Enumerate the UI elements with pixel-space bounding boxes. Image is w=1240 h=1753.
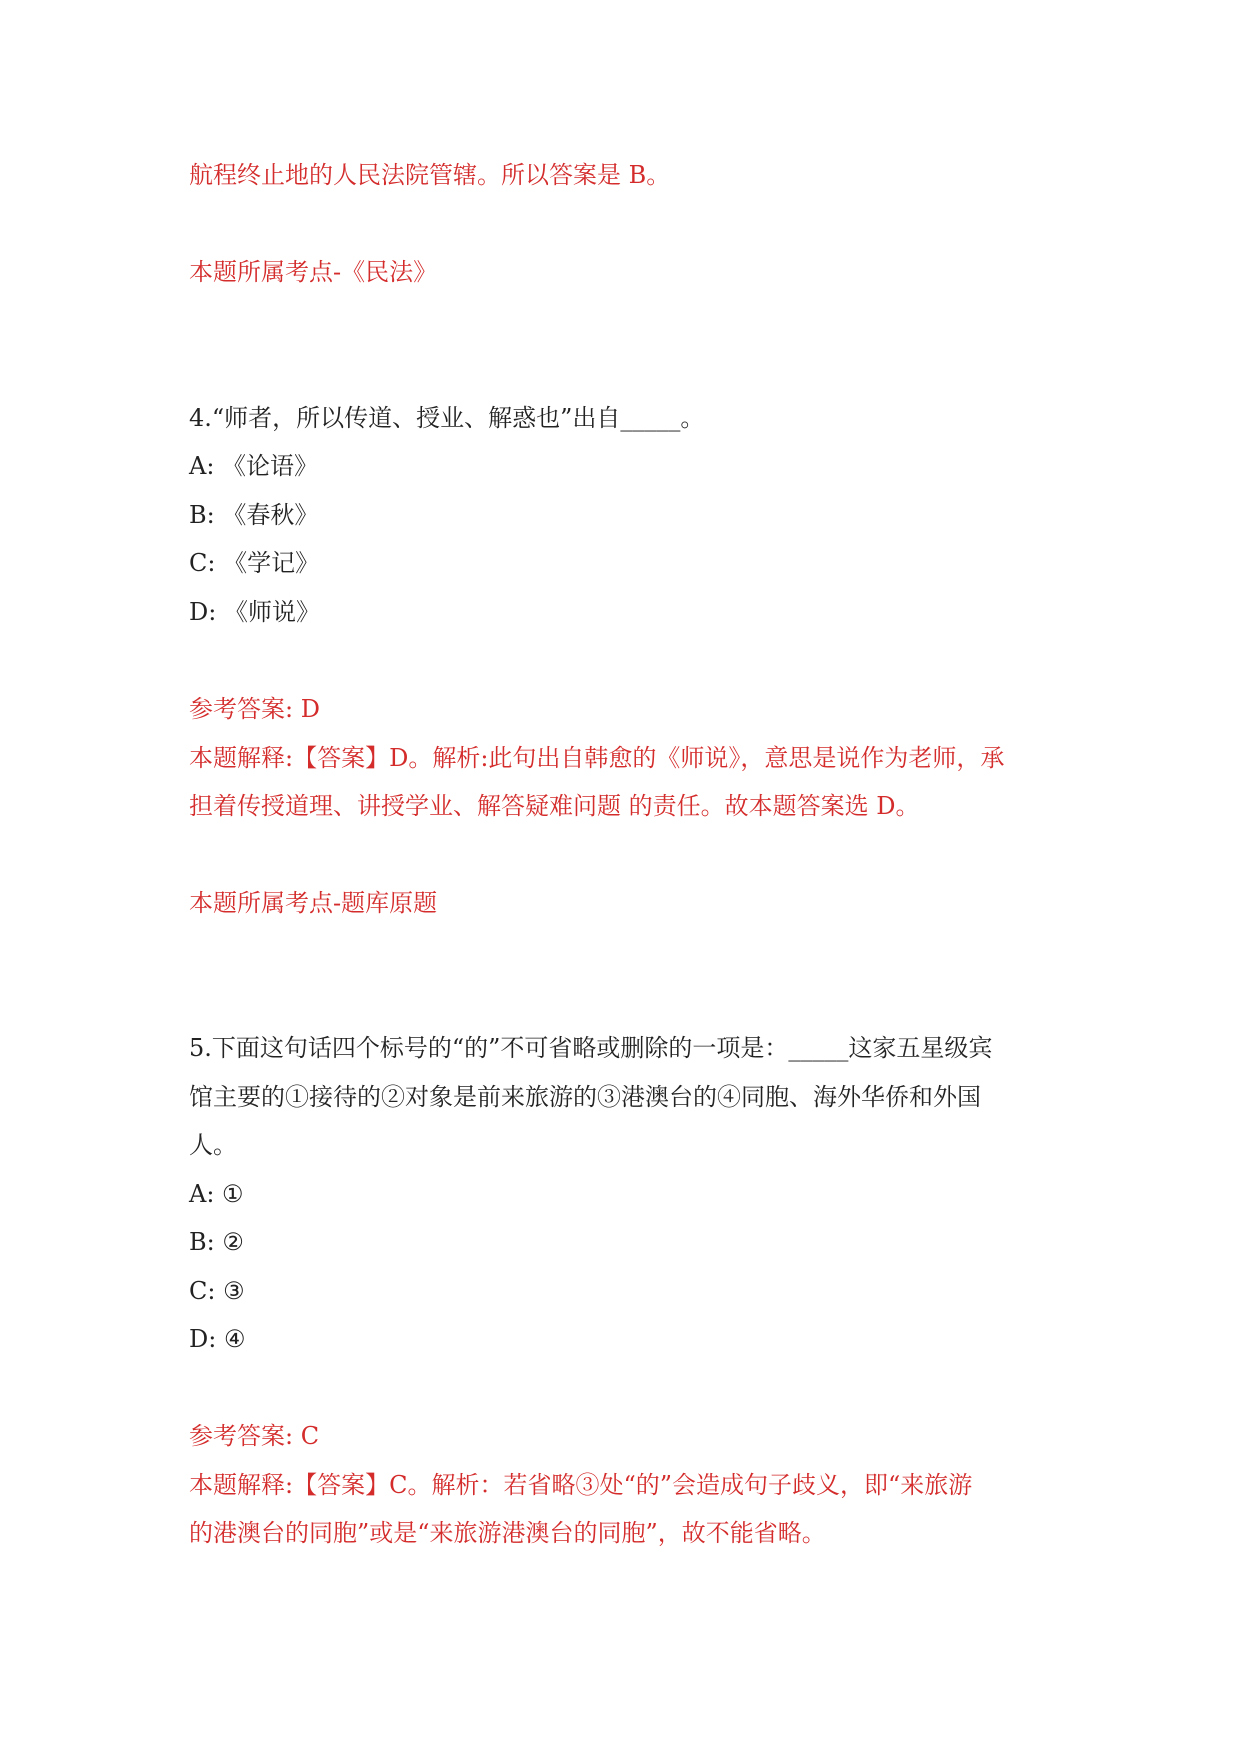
prev-explanation-tail: 航程终止地的人民法院管辖。所以答案是 B。 [189,161,671,189]
q4-reference-answer: 参考答案: D [189,695,320,723]
q4-topic: 本题所属考点-题库原题 [189,889,438,917]
q4-option-b: B: 《春秋》 [189,501,319,529]
q5-explanation-line-1: 本题解释:【答案】C。解析：若省略③处“的”会造成句子歧义，即“来旅游 [189,1471,973,1499]
q5-option-c: C: ③ [189,1277,245,1305]
q5-text-line-3: 人。 [189,1131,237,1159]
q4-explanation-line-1: 本题解释:【答案】D。解析:此句出自韩愈的《师说》，意思是说作为老师，承 [189,744,1005,772]
q4-option-c: C: 《学记》 [189,549,320,577]
q4-explanation-line-2: 担着传授道理、讲授学业、解答疑难问题 的责任。故本题答案选 D。 [189,792,920,820]
q4-option-d: D: 《师说》 [189,598,320,626]
q5-reference-answer: 参考答案: C [189,1422,320,1450]
q5-option-d: D: ④ [189,1325,246,1353]
q4-text: 4.“师者，所以传道、授业、解惑也”出自_____。 [189,404,705,432]
q4-option-a: A: 《论语》 [189,452,319,480]
q5-text-line-2: 馆主要的①接待的②对象是前来旅游的③港澳台的④同胞、海外华侨和外国 [189,1083,981,1111]
q5-option-b: B: ② [189,1228,244,1256]
q5-explanation-line-2: 的港澳台的同胞”或是“来旅游港澳台的同胞”，故不能省略。 [189,1519,826,1547]
q5-text-line-1: 5.下面这句话四个标号的“的”不可省略或删除的一项是：_____这家五星级宾 [189,1034,993,1062]
q5-option-a: A: ① [189,1180,244,1208]
prev-topic: 本题所属考点-《民法》 [189,258,438,286]
